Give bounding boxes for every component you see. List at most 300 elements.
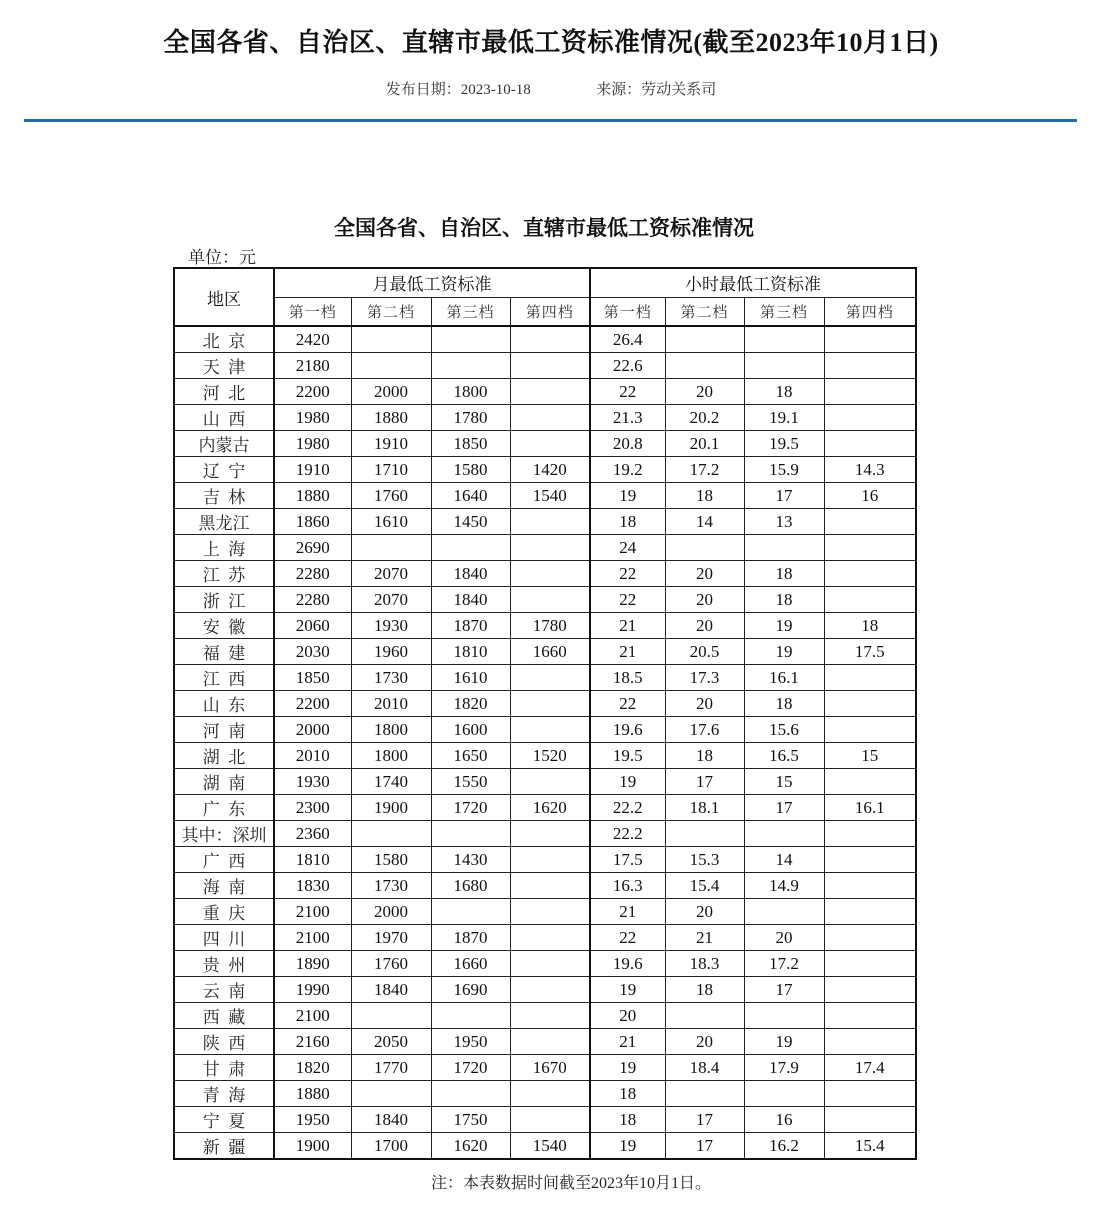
monthly-tier-3-cell xyxy=(431,899,510,925)
table-row xyxy=(174,431,916,457)
header-monthly-group: 月最低工资标准 xyxy=(274,268,590,297)
hourly-tier-1-cell: 19 xyxy=(590,769,665,795)
hourly-tier-2-cell: 20 xyxy=(665,1029,744,1055)
hourly-tier-3-cell: 17.2 xyxy=(744,951,824,977)
monthly-tier-1-cell: 1950 xyxy=(274,1107,351,1133)
monthly-tier-4-cell xyxy=(510,899,590,925)
hourly-tier-4-cell xyxy=(824,899,916,925)
hourly-tier-4-cell xyxy=(824,587,916,613)
monthly-tier-3-cell xyxy=(431,326,510,353)
region-cell: 其中：深圳 xyxy=(174,821,274,847)
monthly-tier-4-cell: 1420 xyxy=(510,457,590,483)
monthly-tier-4-cell xyxy=(510,509,590,535)
hourly-tier-4-cell xyxy=(824,821,916,847)
hourly-tier-3-cell: 15 xyxy=(744,769,824,795)
monthly-tier-1-cell: 2300 xyxy=(274,795,351,821)
region-cell: 辽 宁 xyxy=(174,457,274,483)
hourly-tier-4-cell: 15 xyxy=(824,743,916,769)
header-hourly-tier-1: 第一档 xyxy=(590,297,665,326)
region-cell: 山 西 xyxy=(174,405,274,431)
hourly-tier-4-cell xyxy=(824,951,916,977)
monthly-tier-4-cell xyxy=(510,951,590,977)
region-cell: 天 津 xyxy=(174,353,274,379)
hourly-tier-4-cell xyxy=(824,873,916,899)
region-cell: 宁 夏 xyxy=(174,1107,274,1133)
hourly-tier-4-cell xyxy=(824,847,916,873)
table-row xyxy=(174,665,916,691)
hourly-tier-3-cell xyxy=(744,1003,824,1029)
monthly-tier-2-cell xyxy=(351,535,431,561)
hourly-tier-1-cell: 19.6 xyxy=(590,717,665,743)
monthly-tier-4-cell xyxy=(510,1107,590,1133)
hourly-tier-1-cell: 20.8 xyxy=(590,431,665,457)
hourly-tier-3-cell xyxy=(744,821,824,847)
hourly-tier-1-cell: 21 xyxy=(590,639,665,665)
monthly-tier-1-cell: 2180 xyxy=(274,353,351,379)
monthly-tier-4-cell: 1540 xyxy=(510,483,590,509)
table-row xyxy=(174,1029,916,1055)
hourly-tier-3-cell: 19.5 xyxy=(744,431,824,457)
hourly-tier-1-cell: 21.3 xyxy=(590,405,665,431)
hourly-tier-4-cell xyxy=(824,509,916,535)
region-cell: 广 东 xyxy=(174,795,274,821)
monthly-tier-3-cell: 1450 xyxy=(431,509,510,535)
monthly-tier-1-cell: 2200 xyxy=(274,379,351,405)
monthly-tier-4-cell xyxy=(510,379,590,405)
monthly-tier-3-cell: 1870 xyxy=(431,925,510,951)
hourly-tier-1-cell: 21 xyxy=(590,613,665,639)
hourly-tier-4-cell xyxy=(824,691,916,717)
monthly-tier-2-cell: 1840 xyxy=(351,977,431,1003)
table-row xyxy=(174,1081,916,1107)
monthly-tier-2-cell xyxy=(351,353,431,379)
monthly-tier-1-cell: 1980 xyxy=(274,405,351,431)
hourly-tier-2-cell: 17 xyxy=(665,769,744,795)
region-cell: 海 南 xyxy=(174,873,274,899)
table-row xyxy=(174,899,916,925)
table-row xyxy=(174,951,916,977)
table-row xyxy=(174,483,916,509)
monthly-tier-4-cell xyxy=(510,353,590,379)
hourly-tier-1-cell: 22 xyxy=(590,925,665,951)
header-hourly-tier-3: 第三档 xyxy=(744,297,824,326)
region-cell: 湖 南 xyxy=(174,769,274,795)
monthly-tier-2-cell xyxy=(351,821,431,847)
hourly-tier-1-cell: 19 xyxy=(590,1133,665,1160)
hourly-tier-2-cell xyxy=(665,535,744,561)
monthly-tier-1-cell: 2030 xyxy=(274,639,351,665)
hourly-tier-3-cell: 18 xyxy=(744,561,824,587)
monthly-tier-3-cell: 1610 xyxy=(431,665,510,691)
region-cell: 广 西 xyxy=(174,847,274,873)
monthly-tier-1-cell: 2010 xyxy=(274,743,351,769)
monthly-tier-2-cell: 1900 xyxy=(351,795,431,821)
monthly-tier-3-cell xyxy=(431,1003,510,1029)
table-row xyxy=(174,925,916,951)
hourly-tier-1-cell: 19.2 xyxy=(590,457,665,483)
hourly-tier-2-cell: 15.4 xyxy=(665,873,744,899)
monthly-tier-3-cell: 1840 xyxy=(431,561,510,587)
hourly-tier-2-cell: 20.2 xyxy=(665,405,744,431)
monthly-tier-2-cell: 2070 xyxy=(351,561,431,587)
monthly-tier-3-cell: 1720 xyxy=(431,1055,510,1081)
monthly-tier-2-cell xyxy=(351,1081,431,1107)
hourly-tier-1-cell: 24 xyxy=(590,535,665,561)
hourly-tier-3-cell: 18 xyxy=(744,691,824,717)
hourly-tier-1-cell: 22 xyxy=(590,587,665,613)
hourly-tier-4-cell xyxy=(824,326,916,353)
monthly-tier-4-cell: 1540 xyxy=(510,1133,590,1160)
hourly-tier-2-cell xyxy=(665,1081,744,1107)
monthly-tier-1-cell: 2280 xyxy=(274,587,351,613)
monthly-tier-1-cell: 2160 xyxy=(274,1029,351,1055)
table-row xyxy=(174,873,916,899)
hourly-tier-1-cell: 18 xyxy=(590,509,665,535)
hourly-tier-2-cell: 20 xyxy=(665,587,744,613)
monthly-tier-2-cell xyxy=(351,326,431,353)
region-cell: 甘 肃 xyxy=(174,1055,274,1081)
monthly-tier-4-cell xyxy=(510,535,590,561)
hourly-tier-3-cell: 16 xyxy=(744,1107,824,1133)
hourly-tier-2-cell: 20 xyxy=(665,561,744,587)
monthly-tier-2-cell: 1760 xyxy=(351,951,431,977)
monthly-tier-3-cell xyxy=(431,1081,510,1107)
hourly-tier-2-cell xyxy=(665,353,744,379)
table-row xyxy=(174,1133,916,1160)
hourly-tier-2-cell: 21 xyxy=(665,925,744,951)
hourly-tier-1-cell: 22 xyxy=(590,561,665,587)
monthly-tier-1-cell: 1830 xyxy=(274,873,351,899)
hourly-tier-3-cell: 17 xyxy=(744,795,824,821)
table-row xyxy=(174,743,916,769)
monthly-tier-4-cell xyxy=(510,326,590,353)
hourly-tier-2-cell: 18 xyxy=(665,743,744,769)
hourly-tier-4-cell xyxy=(824,717,916,743)
source: 来源：劳动关系司 xyxy=(596,82,717,98)
monthly-tier-3-cell: 1620 xyxy=(431,1133,510,1160)
hourly-tier-4-cell xyxy=(824,405,916,431)
hourly-tier-4-cell: 14.3 xyxy=(824,457,916,483)
monthly-tier-3-cell: 1850 xyxy=(431,431,510,457)
hourly-tier-2-cell: 14 xyxy=(665,509,744,535)
monthly-tier-4-cell xyxy=(510,405,590,431)
header-region: 地区 xyxy=(174,268,274,326)
hourly-tier-4-cell xyxy=(824,353,916,379)
hourly-tier-3-cell: 15.6 xyxy=(744,717,824,743)
hourly-tier-3-cell: 19 xyxy=(744,1029,824,1055)
monthly-tier-1-cell: 1850 xyxy=(274,665,351,691)
hourly-tier-3-cell xyxy=(744,1081,824,1107)
monthly-tier-4-cell xyxy=(510,873,590,899)
hourly-tier-3-cell: 20 xyxy=(744,925,824,951)
monthly-tier-4-cell xyxy=(510,1081,590,1107)
hourly-tier-4-cell: 16.1 xyxy=(824,795,916,821)
monthly-tier-3-cell xyxy=(431,821,510,847)
monthly-tier-2-cell: 1580 xyxy=(351,847,431,873)
monthly-tier-4-cell xyxy=(510,769,590,795)
hourly-tier-2-cell: 17 xyxy=(665,1107,744,1133)
monthly-tier-2-cell: 1740 xyxy=(351,769,431,795)
monthly-tier-2-cell: 1760 xyxy=(351,483,431,509)
unit-label: 单位：元 xyxy=(188,248,256,267)
table-row xyxy=(174,1055,916,1081)
hourly-tier-1-cell: 22.2 xyxy=(590,821,665,847)
monthly-tier-4-cell xyxy=(510,977,590,1003)
region-cell: 河 北 xyxy=(174,379,274,405)
monthly-tier-1-cell: 2100 xyxy=(274,1003,351,1029)
table-row xyxy=(174,353,916,379)
monthly-tier-1-cell: 1880 xyxy=(274,483,351,509)
hourly-tier-2-cell: 20 xyxy=(665,613,744,639)
monthly-tier-3-cell: 1550 xyxy=(431,769,510,795)
monthly-tier-3-cell: 1810 xyxy=(431,639,510,665)
hourly-tier-4-cell xyxy=(824,665,916,691)
header-hourly-group: 小时最低工资标准 xyxy=(590,268,916,297)
monthly-tier-3-cell: 1580 xyxy=(431,457,510,483)
table-row xyxy=(174,509,916,535)
header-divider xyxy=(24,119,1077,122)
table-row xyxy=(174,1003,916,1029)
monthly-tier-4-cell xyxy=(510,561,590,587)
monthly-tier-4-cell: 1670 xyxy=(510,1055,590,1081)
hourly-tier-1-cell: 19 xyxy=(590,1055,665,1081)
hourly-tier-4-cell: 16 xyxy=(824,483,916,509)
monthly-tier-1-cell: 1820 xyxy=(274,1055,351,1081)
table-row xyxy=(174,847,916,873)
monthly-tier-2-cell: 1800 xyxy=(351,717,431,743)
hourly-tier-3-cell: 15.9 xyxy=(744,457,824,483)
monthly-tier-3-cell: 1690 xyxy=(431,977,510,1003)
hourly-tier-3-cell: 14 xyxy=(744,847,824,873)
hourly-tier-3-cell: 18 xyxy=(744,587,824,613)
hourly-tier-2-cell: 15.3 xyxy=(665,847,744,873)
table-row xyxy=(174,405,916,431)
monthly-tier-3-cell: 1750 xyxy=(431,1107,510,1133)
hourly-tier-1-cell: 22 xyxy=(590,691,665,717)
region-cell: 四 川 xyxy=(174,925,274,951)
table-row xyxy=(174,326,916,353)
hourly-tier-3-cell: 16.1 xyxy=(744,665,824,691)
hourly-tier-3-cell: 19 xyxy=(744,639,824,665)
hourly-tier-3-cell xyxy=(744,535,824,561)
region-cell: 内蒙古 xyxy=(174,431,274,457)
monthly-tier-1-cell: 2100 xyxy=(274,925,351,951)
region-cell: 贵 州 xyxy=(174,951,274,977)
monthly-tier-3-cell: 1660 xyxy=(431,951,510,977)
table-row xyxy=(174,457,916,483)
hourly-tier-3-cell xyxy=(744,326,824,353)
monthly-tier-4-cell xyxy=(510,1003,590,1029)
monthly-tier-4-cell: 1660 xyxy=(510,639,590,665)
monthly-tier-4-cell xyxy=(510,925,590,951)
table-body xyxy=(174,326,916,1159)
hourly-tier-4-cell xyxy=(824,561,916,587)
hourly-tier-1-cell: 16.3 xyxy=(590,873,665,899)
monthly-tier-4-cell xyxy=(510,665,590,691)
region-cell: 湖 北 xyxy=(174,743,274,769)
header-monthly-tier-4: 第四档 xyxy=(510,297,590,326)
hourly-tier-3-cell: 19 xyxy=(744,613,824,639)
monthly-tier-2-cell: 1970 xyxy=(351,925,431,951)
monthly-tier-3-cell: 1640 xyxy=(431,483,510,509)
hourly-tier-4-cell: 15.4 xyxy=(824,1133,916,1160)
hourly-tier-1-cell: 17.5 xyxy=(590,847,665,873)
hourly-tier-4-cell xyxy=(824,535,916,561)
region-cell: 福 建 xyxy=(174,639,274,665)
monthly-tier-1-cell: 2360 xyxy=(274,821,351,847)
hourly-tier-4-cell xyxy=(824,431,916,457)
hourly-tier-2-cell: 18.3 xyxy=(665,951,744,977)
region-cell: 上 海 xyxy=(174,535,274,561)
region-cell: 重 庆 xyxy=(174,899,274,925)
region-cell: 河 南 xyxy=(174,717,274,743)
monthly-tier-2-cell: 1700 xyxy=(351,1133,431,1160)
monthly-tier-3-cell: 1720 xyxy=(431,795,510,821)
region-cell: 江 西 xyxy=(174,665,274,691)
monthly-tier-2-cell: 1730 xyxy=(351,665,431,691)
hourly-tier-3-cell xyxy=(744,353,824,379)
monthly-tier-1-cell: 1990 xyxy=(274,977,351,1003)
hourly-tier-1-cell: 21 xyxy=(590,1029,665,1055)
monthly-tier-3-cell: 1950 xyxy=(431,1029,510,1055)
region-cell: 安 徽 xyxy=(174,613,274,639)
monthly-tier-2-cell: 1770 xyxy=(351,1055,431,1081)
hourly-tier-2-cell xyxy=(665,326,744,353)
monthly-tier-4-cell: 1780 xyxy=(510,613,590,639)
hourly-tier-3-cell: 18 xyxy=(744,379,824,405)
hourly-tier-1-cell: 20 xyxy=(590,1003,665,1029)
hourly-tier-4-cell xyxy=(824,379,916,405)
monthly-tier-3-cell: 1840 xyxy=(431,587,510,613)
table-row xyxy=(174,691,916,717)
region-cell: 西 藏 xyxy=(174,1003,274,1029)
hourly-tier-2-cell: 20 xyxy=(665,899,744,925)
monthly-tier-2-cell: 1610 xyxy=(351,509,431,535)
monthly-tier-2-cell: 2070 xyxy=(351,587,431,613)
monthly-tier-1-cell: 1810 xyxy=(274,847,351,873)
monthly-tier-2-cell: 1880 xyxy=(351,405,431,431)
monthly-tier-3-cell: 1650 xyxy=(431,743,510,769)
monthly-tier-1-cell: 2690 xyxy=(274,535,351,561)
monthly-tier-2-cell: 2000 xyxy=(351,379,431,405)
monthly-tier-4-cell xyxy=(510,1029,590,1055)
table-row xyxy=(174,795,916,821)
publish-date: 发布日期：2023-10-18 xyxy=(385,82,531,98)
monthly-tier-4-cell xyxy=(510,847,590,873)
hourly-tier-2-cell: 17.6 xyxy=(665,717,744,743)
region-cell: 山 东 xyxy=(174,691,274,717)
publish-meta xyxy=(0,78,1102,99)
table-row xyxy=(174,1107,916,1133)
monthly-tier-3-cell: 1800 xyxy=(431,379,510,405)
region-cell: 云 南 xyxy=(174,977,274,1003)
monthly-tier-3-cell: 1870 xyxy=(431,613,510,639)
hourly-tier-2-cell: 20.1 xyxy=(665,431,744,457)
hourly-tier-1-cell: 19 xyxy=(590,977,665,1003)
hourly-tier-3-cell: 13 xyxy=(744,509,824,535)
hourly-tier-3-cell: 17 xyxy=(744,483,824,509)
table-row xyxy=(174,561,916,587)
hourly-tier-2-cell: 20.5 xyxy=(665,639,744,665)
table-row xyxy=(174,717,916,743)
table-note: 注：本表数据时间截至2023年10月1日。 xyxy=(430,1175,711,1192)
hourly-tier-1-cell: 18 xyxy=(590,1107,665,1133)
header-monthly-tier-1: 第一档 xyxy=(274,297,351,326)
hourly-tier-3-cell: 16.5 xyxy=(744,743,824,769)
table-row xyxy=(174,535,916,561)
hourly-tier-2-cell: 20 xyxy=(665,379,744,405)
region-cell: 北 京 xyxy=(174,326,274,353)
region-cell: 吉 林 xyxy=(174,483,274,509)
monthly-tier-1-cell: 2200 xyxy=(274,691,351,717)
monthly-tier-1-cell: 1910 xyxy=(274,457,351,483)
hourly-tier-1-cell: 19.5 xyxy=(590,743,665,769)
hourly-tier-2-cell xyxy=(665,821,744,847)
minimum-wage-table xyxy=(173,267,917,1160)
monthly-tier-1-cell: 1980 xyxy=(274,431,351,457)
region-cell: 黑龙江 xyxy=(174,509,274,535)
hourly-tier-1-cell: 21 xyxy=(590,899,665,925)
table-row xyxy=(174,769,916,795)
hourly-tier-1-cell: 18.5 xyxy=(590,665,665,691)
monthly-tier-4-cell xyxy=(510,691,590,717)
monthly-tier-1-cell: 2280 xyxy=(274,561,351,587)
table-row xyxy=(174,587,916,613)
hourly-tier-4-cell xyxy=(824,1003,916,1029)
hourly-tier-4-cell: 17.5 xyxy=(824,639,916,665)
hourly-tier-4-cell xyxy=(824,977,916,1003)
hourly-tier-4-cell: 17.4 xyxy=(824,1055,916,1081)
table-row xyxy=(174,821,916,847)
hourly-tier-3-cell: 14.9 xyxy=(744,873,824,899)
hourly-tier-2-cell: 18 xyxy=(665,977,744,1003)
hourly-tier-3-cell: 16.2 xyxy=(744,1133,824,1160)
monthly-tier-1-cell: 2420 xyxy=(274,326,351,353)
hourly-tier-2-cell: 18.4 xyxy=(665,1055,744,1081)
hourly-tier-1-cell: 19.6 xyxy=(590,951,665,977)
monthly-tier-1-cell: 2000 xyxy=(274,717,351,743)
monthly-tier-4-cell: 1620 xyxy=(510,795,590,821)
monthly-tier-1-cell: 1930 xyxy=(274,769,351,795)
monthly-tier-2-cell: 1710 xyxy=(351,457,431,483)
monthly-tier-2-cell: 2000 xyxy=(351,899,431,925)
hourly-tier-3-cell xyxy=(744,899,824,925)
table-row xyxy=(174,379,916,405)
hourly-tier-4-cell xyxy=(824,1081,916,1107)
monthly-tier-2-cell: 2050 xyxy=(351,1029,431,1055)
region-cell: 陕 西 xyxy=(174,1029,274,1055)
hourly-tier-4-cell xyxy=(824,1029,916,1055)
monthly-tier-2-cell: 1960 xyxy=(351,639,431,665)
region-cell: 青 海 xyxy=(174,1081,274,1107)
hourly-tier-1-cell: 22.6 xyxy=(590,353,665,379)
region-cell: 新 疆 xyxy=(174,1133,274,1160)
hourly-tier-2-cell: 20 xyxy=(665,691,744,717)
table-title: 全国各省、自治区、直辖市最低工资标准情况 xyxy=(334,216,754,240)
hourly-tier-1-cell: 18 xyxy=(590,1081,665,1107)
table-row xyxy=(174,977,916,1003)
hourly-tier-2-cell: 17.2 xyxy=(665,457,744,483)
region-cell: 浙 江 xyxy=(174,587,274,613)
hourly-tier-2-cell: 17 xyxy=(665,1133,744,1160)
region-cell: 江 苏 xyxy=(174,561,274,587)
monthly-tier-2-cell: 1730 xyxy=(351,873,431,899)
header-monthly-tier-2: 第二档 xyxy=(351,297,431,326)
hourly-tier-3-cell: 17 xyxy=(744,977,824,1003)
header-hourly-tier-2: 第二档 xyxy=(665,297,744,326)
monthly-tier-2-cell: 1910 xyxy=(351,431,431,457)
monthly-tier-2-cell: 1840 xyxy=(351,1107,431,1133)
